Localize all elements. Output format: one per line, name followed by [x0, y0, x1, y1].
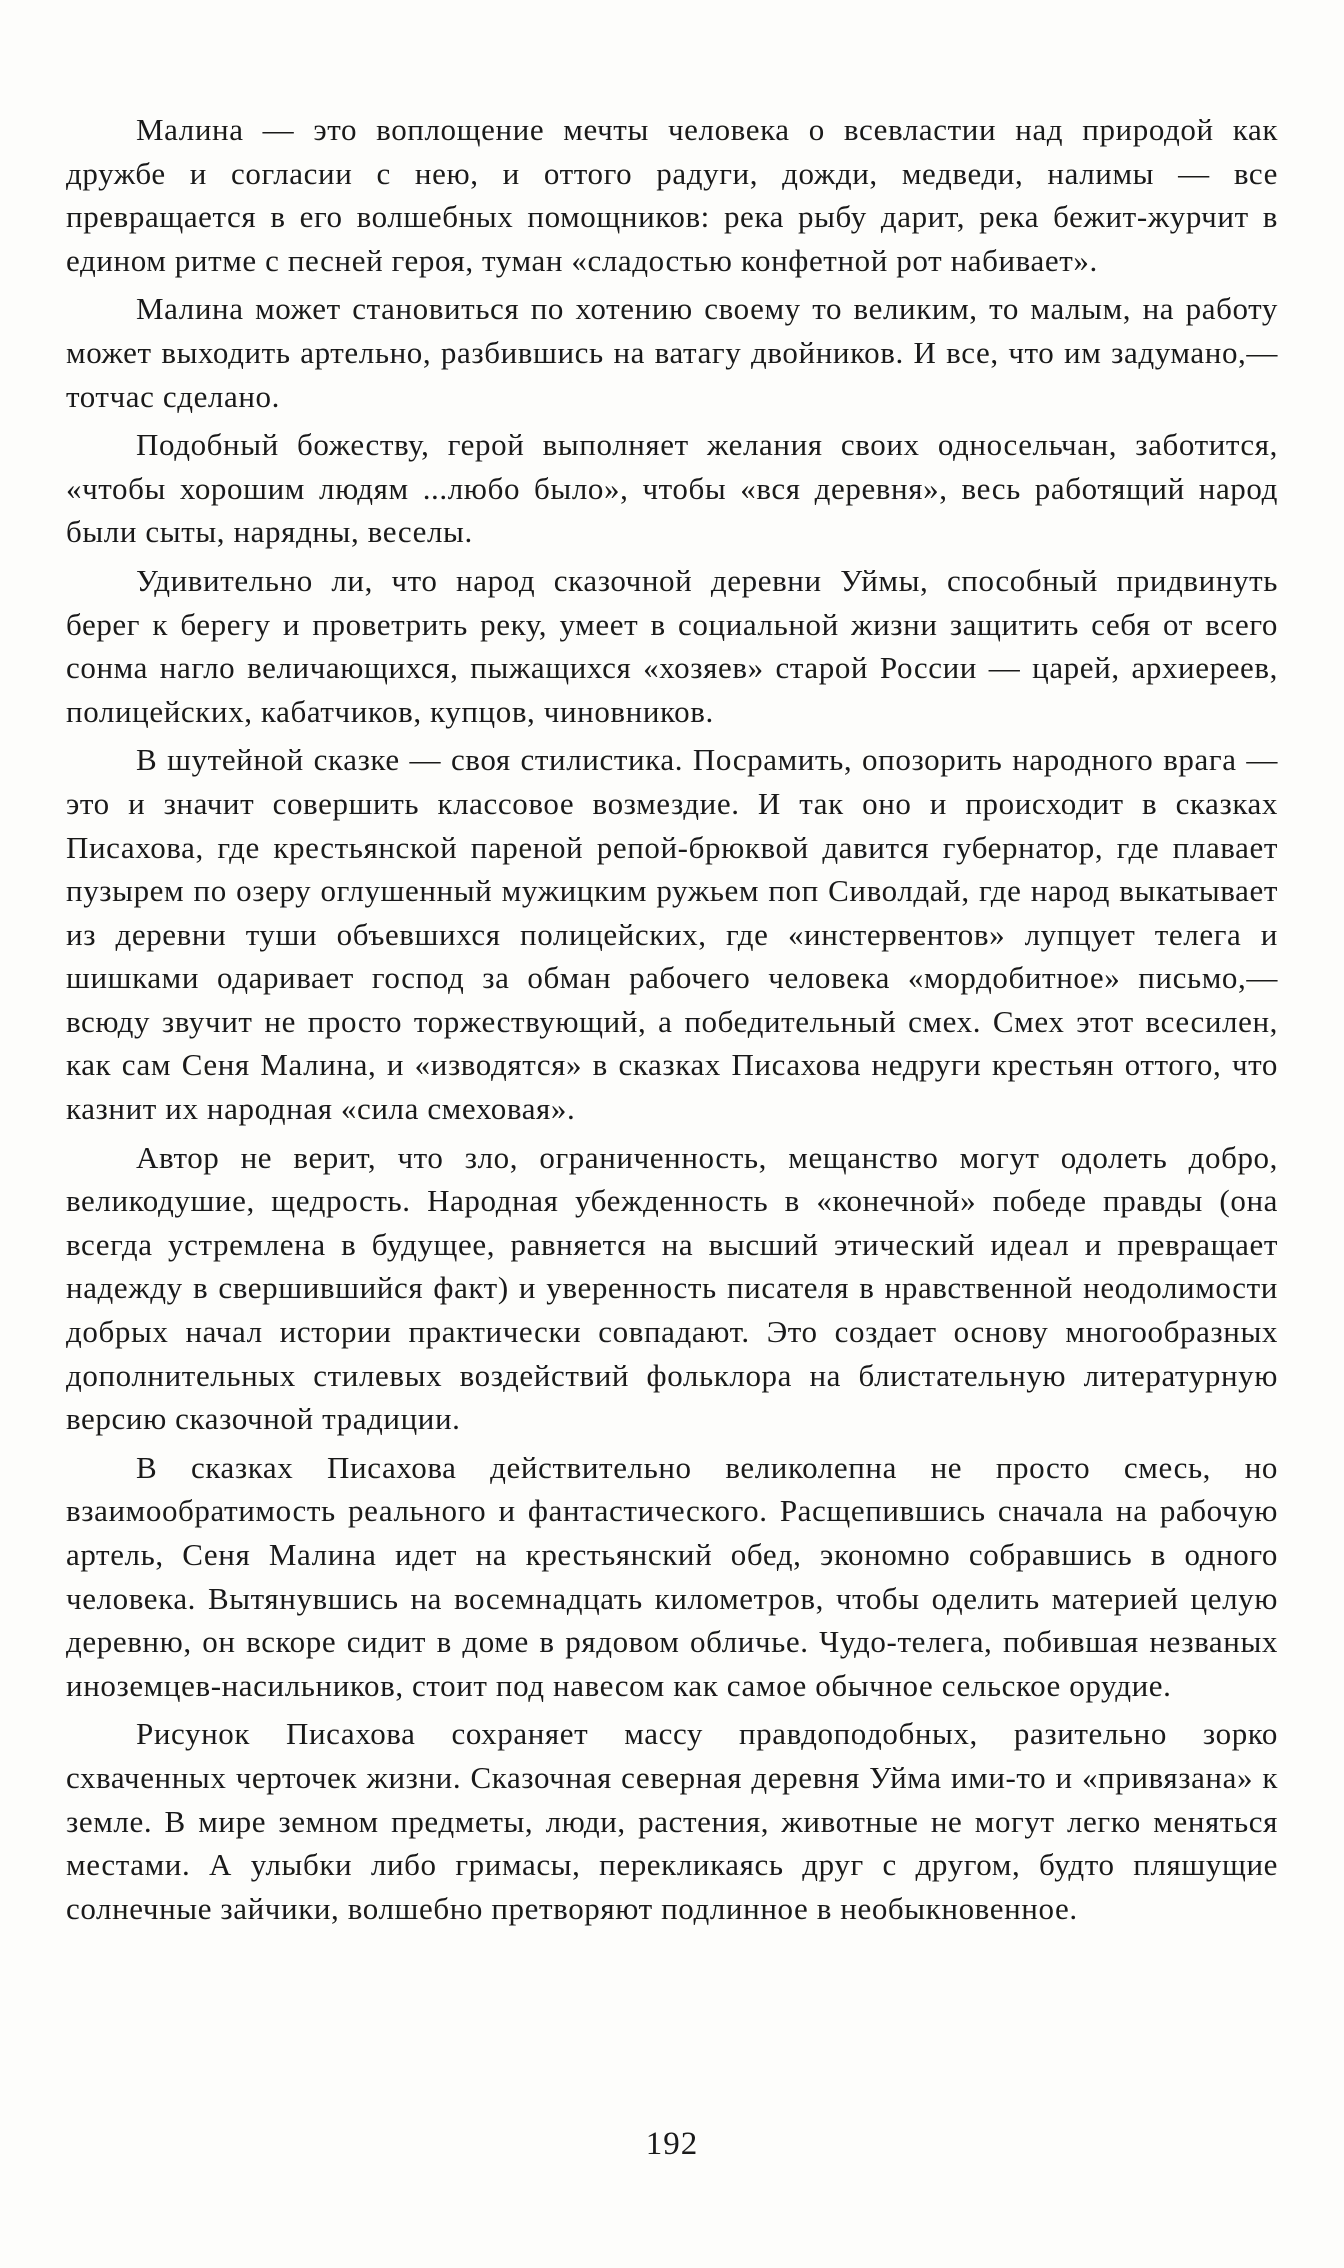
paragraph-8: Рисунок Писахова сохраняет массу правдоподобных, разительно зорко схваченных черточек жизни. Сказочная северная деревня Уйма ими-то и «привязана» к земле. В мире земном предметы, люди, растения, животные не могут легко меняться местами. А улыбки либо гримасы, перекликаясь друг с другом, будто пляшущие солнечные зайчики, волшебно претворяют подлинное в необыкновенное. — [66, 1716, 1278, 1926]
paragraph-3: Подобный божеству, герой выполняет желания своих односельчан, заботится, «чтобы хорошим людям ...любо было», чтобы «вся деревня», весь работящий народ были сыты, нарядны, веселы. — [66, 427, 1278, 550]
paragraph-5: В шутейной сказке — своя стилистика. Посрамить, опозорить народного врага — это и значит совершить классовое возмездие. И так оно и происходит в сказках Писахова, где крестьянской пареной репой-брюквой давится губернатор, где плавает пузырем по озеру оглушенный мужицким ружьем поп Сиволдай, где народ выкатывает из деревни туши объевшихся полицейских, где «инстервентов» лупцует телега и шишками одаривает господ за обман рабочего человека «мордобитное» письмо,— всюду звучит не просто торжествующий, а победительный смех. Смех этот всесилен, как сам Сеня Малина, и «изводятся» в сказках Писахова недруги крестьян оттого, что казнит их народная «сила смеховая». — [66, 742, 1278, 1127]
page-number: 192 — [645, 2126, 699, 2162]
paragraph-2: Малина может становиться по хотению своему то великим, то малым, на работу может выходить артельно, разбившись на ватагу двойников. И все, что им задумано,— тотчас сделано. — [66, 291, 1278, 414]
body-text — [66, 108, 1278, 1935]
paragraph-4: Удивительно ли, что народ сказочной деревни Уймы, способный придвинуть берег к берегу и проветрить реку, умеет в социальной жизни защитить себя от всего сонма нагло величающихся, пыжащихся «хозяев» старой России — царей, архиереев, полицейских, кабатчиков, купцов, чиновников. — [66, 562, 1278, 729]
paragraph-7: В сказках Писахова действительно великолепна не просто смесь, но взаимообратимость реального и фантастического. Расщепившись сначала на рабочую артель, Сеня Малина идет на крестьянский обед, экономно собравшись в одного человека. Вытянувшись на восемнадцать километров, чтобы оделить материей целую деревню, он вскоре сидит в доме в рядовом обличье. Чудо-телега, побившая незваных иноземцев-насильников, стоит под навесом как самое обычное сельское орудие. — [66, 1449, 1278, 1703]
paragraph-6: Автор не верит, что зло, ограниченность, мещанство могут одолеть добро, великодушие, щедрость. Народная убежденность в «конечной» победе правды (она всегда устремлена в будущее, равняется на высший этический идеал и превращает надежду в свершившийся факт) и уверенность писателя в нравственной неодолимости добрых начал истории практически совпадают. Это создает основу многообразных дополнительных стилевых воздействий фольклора на блистательную литературную версию сказочной традиции. — [66, 1139, 1278, 1437]
paragraph-1: Малина — это воплощение мечты человека о всевластии над природой как дружбе и согласии с нею, и оттого радуги, дожди, медведи, налимы — все превращается в его волшебных помощников: река рыбу дарит, река бежит-журчит в едином ритме с песней героя, туман «сладостью конфетной рот набивает». — [66, 112, 1278, 278]
